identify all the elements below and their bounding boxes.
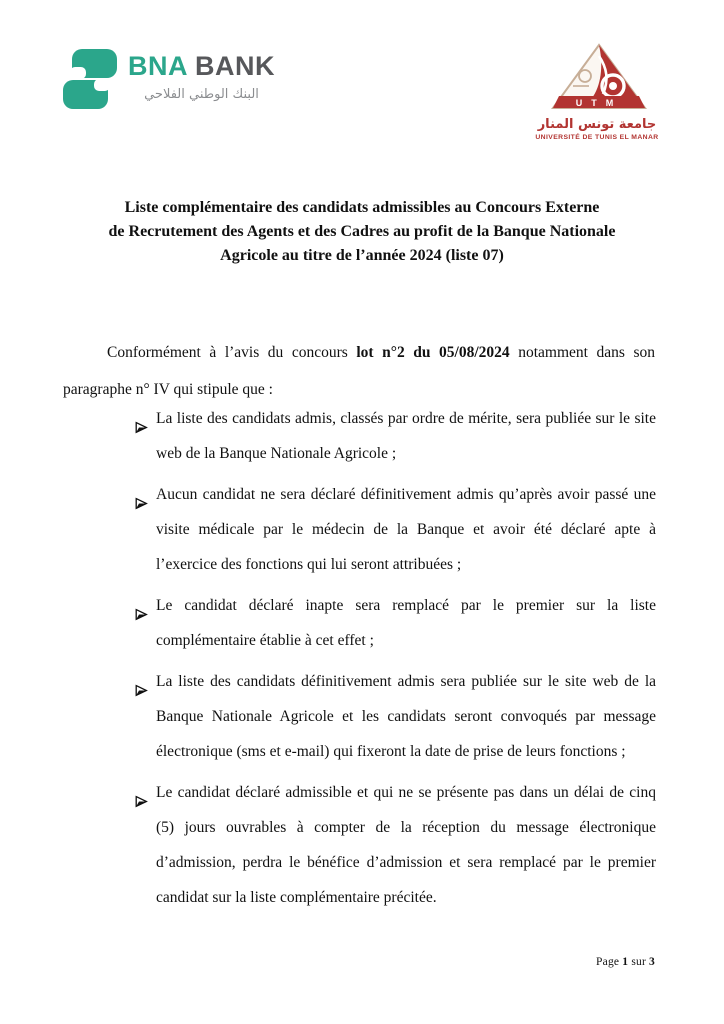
utm-arabic-name: جامعة تونس المنار — [537, 117, 657, 132]
bna-logo-text — [128, 48, 275, 102]
page-label: Page — [596, 956, 620, 968]
title-line-2: de Recrutement des Agents et des Cadres au profit de la Banque Nationale — [108, 223, 616, 240]
list-item-text: La liste des candidats admis, classés par ordre de mérite, sera publiée sur le site web de la Banque Nationale Agricole ; — [156, 410, 656, 462]
page-footer — [596, 956, 655, 968]
list-item — [135, 588, 656, 658]
intro-text-pre: Conformément à l’avis du concours — [107, 343, 357, 361]
list-item-text: La liste des candidats définitivement admis sera publiée sur le site web de la Banque Nationale Agricole et les candidats seront convoqués par message électronique (sms et e-mail) qui fixeront la date de prise de leurs fonctions ; — [156, 673, 656, 760]
arrowhead-bullet-icon — [135, 675, 148, 688]
utm-university-logo — [522, 42, 672, 141]
list-item-text: Le candidat déclaré admissible et qui ne se présente pas dans un délai de cinq (5) jours ouvrables à compter de la réception du message électronique d’admission, perdra le bénéfice d’admission et sera remplacé par le premier candidat sur la liste complémentaire précitée. — [156, 784, 656, 906]
title-line-1: Liste complémentaire des candidats admissibles au Concours Externe — [124, 199, 600, 216]
utm-logo-icon — [547, 99, 647, 116]
bna-wordmark — [128, 53, 275, 80]
stipulations-list — [135, 401, 656, 921]
document-title — [0, 196, 724, 268]
list-item — [135, 401, 656, 471]
intro-paragraph — [63, 334, 655, 408]
list-item — [135, 664, 656, 769]
arrowhead-bullet-icon — [135, 412, 148, 425]
svg-text:UTM: UTM — [575, 98, 623, 108]
utm-french-name: UNIVERSITÉ DE TUNIS EL MANAR — [535, 134, 659, 142]
page-separator: sur — [631, 956, 646, 968]
bna-arabic-name: البنك الوطني الفلاحي — [144, 87, 259, 102]
intro-text-bold: lot n°2 du 05/08/2024 — [356, 343, 510, 361]
arrowhead-bullet-icon — [135, 488, 148, 501]
intro-text-post: notamment dans son paragraphe n° IV qui stipule que : — [63, 343, 656, 398]
bna-word-secondary: BANK — [195, 51, 275, 81]
arrowhead-bullet-icon — [135, 599, 148, 612]
document-header — [63, 48, 672, 141]
page-number: 1 — [622, 956, 629, 968]
list-item-text: Aucun candidat ne sera déclaré définitivement admis qu’après avoir passé une visite médicale par le médecin de la Banque et avoir été déclaré apte à l’exercice des fonctions qui lui seront attribuées ; — [156, 486, 656, 573]
total-pages: 3 — [649, 956, 655, 968]
title-line-3: Agricole au titre de l’année 2024 (liste 07) — [220, 247, 504, 264]
arrowhead-bullet-icon — [135, 786, 148, 799]
list-item — [135, 775, 656, 915]
bna-bank-logo — [63, 48, 275, 115]
list-item — [135, 477, 656, 582]
bna-word-primary: BNA — [128, 51, 188, 81]
bna-logo-icon — [63, 48, 117, 115]
list-item-text: Le candidat déclaré inapte sera remplacé par le premier sur la liste complémentaire établie à cet effet ; — [156, 597, 656, 649]
